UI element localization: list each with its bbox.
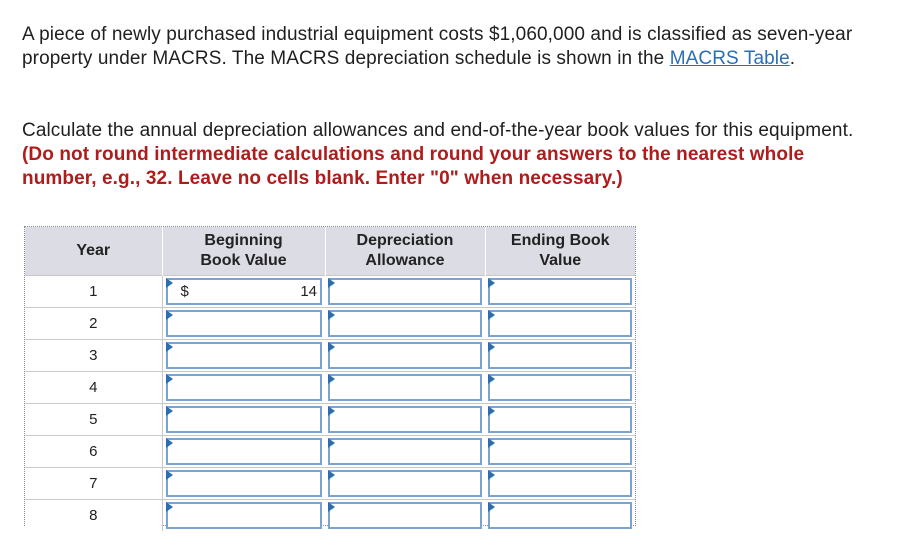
year-cell: 8	[25, 500, 162, 532]
depreciation-cell	[325, 372, 485, 404]
input-marker-icon	[488, 310, 495, 320]
input-marker-icon	[166, 438, 173, 448]
header-beginning-book-value	[162, 227, 325, 276]
ending-book-value-input[interactable]	[488, 310, 632, 337]
beginning-cell	[162, 436, 325, 468]
header-ending-book-value	[485, 227, 635, 276]
depreciation-allowance-input[interactable]	[328, 502, 482, 529]
beginning-book-value-input[interactable]	[166, 406, 323, 433]
input-marker-icon	[488, 374, 495, 384]
header-depreciation-label: Depreciation Allowance	[356, 232, 454, 269]
depreciation-cell	[325, 404, 485, 436]
input-marker-icon	[488, 278, 495, 288]
ending-cell	[485, 500, 635, 532]
ending-cell	[485, 404, 635, 436]
input-marker-icon	[166, 470, 173, 480]
input-marker-icon	[488, 342, 495, 352]
ending-book-value-input[interactable]	[488, 342, 632, 369]
input-marker-icon	[328, 342, 335, 352]
beginning-cell	[162, 500, 325, 532]
depreciation-allowance-input[interactable]	[328, 310, 482, 337]
currency-symbol: $	[180, 283, 189, 300]
depreciation-cell	[325, 500, 485, 532]
beginning-cell	[162, 468, 325, 500]
input-marker-icon	[328, 278, 335, 288]
table-row	[25, 500, 635, 532]
year-cell: 5	[25, 404, 162, 436]
year-cell: 7	[25, 468, 162, 500]
beginning-book-value-input[interactable]	[166, 502, 323, 529]
depreciation-cell	[325, 276, 485, 308]
depreciation-cell	[325, 468, 485, 500]
ending-cell	[485, 276, 635, 308]
depreciation-cell	[325, 436, 485, 468]
depreciation-cell	[325, 340, 485, 372]
beginning-cell	[162, 404, 325, 436]
header-beginning-label: Beginning Book Value	[200, 232, 287, 269]
table-row	[25, 372, 635, 404]
beginning-book-value-input[interactable]	[166, 342, 323, 369]
year-cell: 6	[25, 436, 162, 468]
input-marker-icon	[166, 310, 173, 320]
table-row	[25, 308, 635, 340]
input-marker-icon	[328, 310, 335, 320]
ending-book-value-input[interactable]	[488, 470, 632, 497]
instructions	[22, 119, 872, 191]
ending-cell	[485, 468, 635, 500]
ending-cell	[485, 308, 635, 340]
macrs-table-link[interactable]: MACRS Table	[669, 48, 790, 69]
input-marker-icon	[328, 438, 335, 448]
year-cell: 4	[25, 372, 162, 404]
table-row	[25, 340, 635, 372]
header-depreciation-allowance	[325, 227, 485, 276]
ending-book-value-input[interactable]	[488, 278, 632, 305]
ending-cell	[485, 340, 635, 372]
depreciation-allowance-input[interactable]	[328, 342, 482, 369]
table-row	[25, 436, 635, 468]
table-row	[25, 276, 635, 308]
instructions-text: Calculate the annual depreciation allowances and end-of-the-year book values for this equipment.	[22, 120, 854, 141]
depreciation-allowance-input[interactable]	[328, 406, 482, 433]
input-marker-icon	[328, 502, 335, 512]
input-value: 14	[300, 283, 317, 300]
year-cell: 3	[25, 340, 162, 372]
input-marker-icon	[166, 406, 173, 416]
input-marker-icon	[166, 374, 173, 384]
input-marker-icon	[328, 374, 335, 384]
input-marker-icon	[488, 438, 495, 448]
ending-book-value-input[interactable]	[488, 374, 632, 401]
problem-statement	[22, 23, 872, 71]
depreciation-allowance-input[interactable]	[328, 470, 482, 497]
beginning-cell	[162, 340, 325, 372]
input-marker-icon	[166, 502, 173, 512]
beginning-cell	[162, 372, 325, 404]
depreciation-allowance-input[interactable]	[328, 438, 482, 465]
table-row	[25, 468, 635, 500]
problem-text: A piece of newly purchased industrial equipment costs $1,060,000 and is classified as seven-year property under MACRS. The MACRS depreciation schedule is shown in the	[22, 24, 853, 69]
depreciation-cell	[325, 308, 485, 340]
beginning-book-value-input[interactable]	[166, 438, 323, 465]
depreciation-allowance-input[interactable]	[328, 374, 482, 401]
depreciation-allowance-input[interactable]	[328, 278, 482, 305]
beginning-book-value-input[interactable]	[166, 374, 323, 401]
ending-book-value-input[interactable]	[488, 406, 632, 433]
input-marker-icon	[166, 342, 173, 352]
ending-book-value-input[interactable]	[488, 502, 632, 529]
input-marker-icon	[328, 406, 335, 416]
beginning-book-value-input[interactable]	[166, 470, 323, 497]
period: .	[789, 48, 796, 69]
beginning-cell	[162, 308, 325, 340]
ending-cell	[485, 436, 635, 468]
instructions-emphasis: (Do not round intermediate calculations and round your answers to the nearest whole number, e.g., 32. Leave no cells blank. Enter "0" when necessary.)	[22, 144, 805, 189]
year-cell: 1	[25, 276, 162, 308]
table-header-row	[25, 227, 635, 276]
ending-cell	[485, 372, 635, 404]
beginning-book-value-input[interactable]	[166, 278, 323, 305]
depreciation-table	[24, 226, 636, 526]
input-marker-icon	[488, 470, 495, 480]
year-cell: 2	[25, 308, 162, 340]
input-marker-icon	[328, 470, 335, 480]
ending-book-value-input[interactable]	[488, 438, 632, 465]
header-year: Year	[25, 227, 162, 276]
beginning-cell	[162, 276, 325, 308]
header-ending-label: Ending Book Value	[510, 232, 610, 269]
input-marker-icon	[166, 278, 173, 288]
beginning-book-value-input[interactable]	[166, 310, 323, 337]
input-marker-icon	[488, 502, 495, 512]
table-row	[25, 404, 635, 436]
input-marker-icon	[488, 406, 495, 416]
